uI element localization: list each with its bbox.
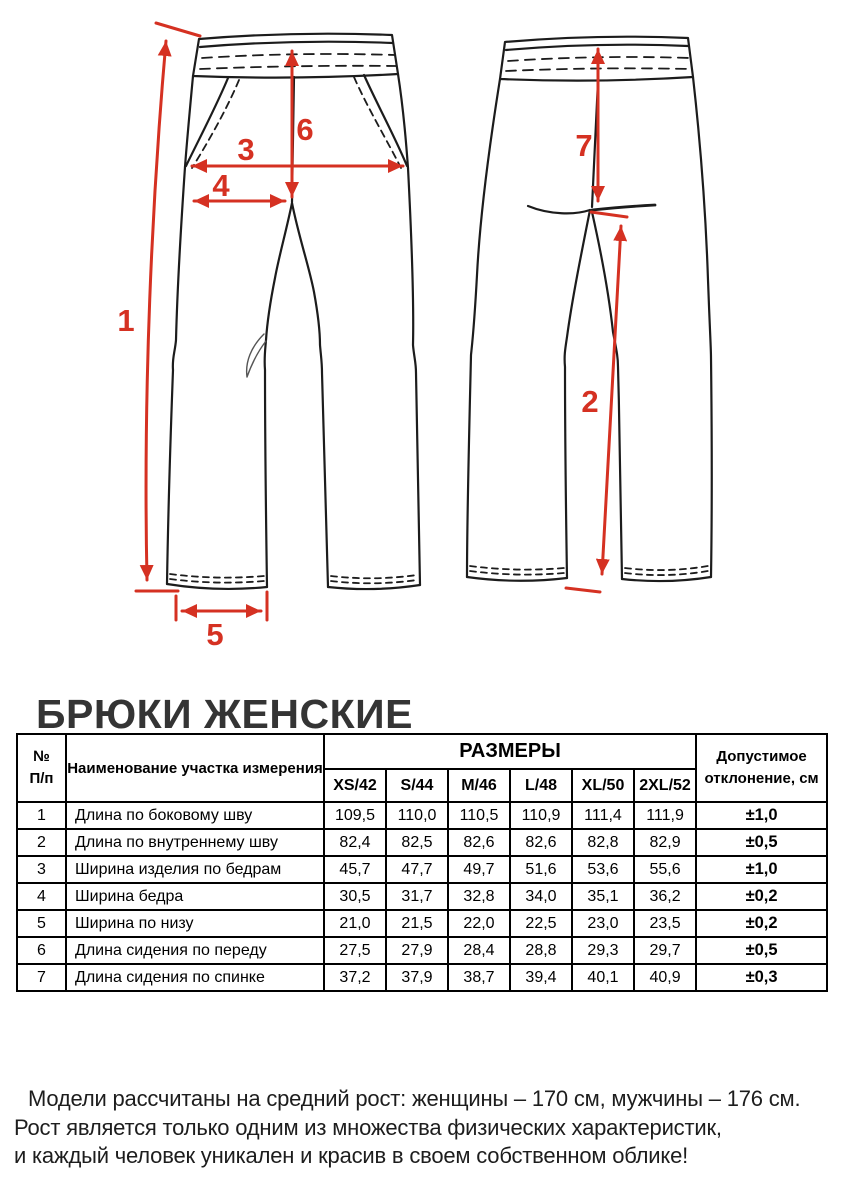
size-value: 82,9	[634, 829, 696, 856]
size-value: 21,5	[386, 910, 448, 937]
column-header-measurement-name: Наименование участка измерения	[66, 734, 324, 802]
measure-label-4: 4	[212, 168, 230, 203]
size-value: 47,7	[386, 856, 448, 883]
table-row	[17, 910, 827, 937]
size-value: 39,4	[510, 964, 572, 991]
size-value: 28,4	[448, 937, 510, 964]
row-number: 6	[17, 937, 66, 964]
table-row	[17, 883, 827, 910]
measurement-name: Длина по боковому шву	[66, 802, 324, 829]
measurement-name: Ширина по низу	[66, 910, 324, 937]
size-value: 53,6	[572, 856, 634, 883]
size-column-xl50: XL/50	[572, 769, 634, 802]
size-column-l48: L/48	[510, 769, 572, 802]
size-value: 38,7	[448, 964, 510, 991]
footer-line-3: и каждый человек уникален и красив в своем собственном облике!	[14, 1143, 689, 1168]
size-table	[16, 733, 828, 992]
size-value: 22,0	[448, 910, 510, 937]
page-title: БРЮКИ ЖЕНСКИЕ	[36, 691, 413, 738]
measurement-name: Ширина бедра	[66, 883, 324, 910]
tolerance-value: ±1,0	[696, 856, 827, 883]
measure-label-3: 3	[237, 132, 255, 167]
measurement-name: Длина по внутреннему шву	[66, 829, 324, 856]
tolerance-value: ±0,2	[696, 910, 827, 937]
size-value: 109,5	[324, 802, 386, 829]
measurement-name: Длина сидения по переду	[66, 937, 324, 964]
size-value: 23,0	[572, 910, 634, 937]
size-value: 110,0	[386, 802, 448, 829]
tolerance-value: ±0,3	[696, 964, 827, 991]
size-value: 40,1	[572, 964, 634, 991]
size-value: 27,5	[324, 937, 386, 964]
size-value: 82,4	[324, 829, 386, 856]
table-row	[17, 964, 827, 991]
measure-label-2: 2	[581, 384, 599, 419]
size-value: 35,1	[572, 883, 634, 910]
row-number: 1	[17, 802, 66, 829]
tolerance-value: ±0,5	[696, 829, 827, 856]
footer-note	[14, 1085, 829, 1171]
measurement-name: Ширина изделия по бедрам	[66, 856, 324, 883]
size-value: 82,8	[572, 829, 634, 856]
size-column-2xl52: 2XL/52	[634, 769, 696, 802]
back-view-drawing	[467, 37, 712, 581]
size-value: 30,5	[324, 883, 386, 910]
table-row	[17, 829, 827, 856]
row-number: 4	[17, 883, 66, 910]
row-number: 7	[17, 964, 66, 991]
measure-label-7: 7	[575, 128, 593, 163]
measure-label-1: 1	[117, 303, 135, 338]
size-value: 82,6	[510, 829, 572, 856]
size-value: 34,0	[510, 883, 572, 910]
table-row	[17, 856, 827, 883]
measure-label-6: 6	[296, 112, 314, 147]
size-column-m46: M/46	[448, 769, 510, 802]
measure-label-5: 5	[206, 617, 224, 652]
size-value: 23,5	[634, 910, 696, 937]
footer-line-1: Модели рассчитаны на средний рост: женщины – 170 см, мужчины – 176 см.	[28, 1086, 801, 1111]
size-value: 40,9	[634, 964, 696, 991]
size-value: 37,9	[386, 964, 448, 991]
size-column-s44: S/44	[386, 769, 448, 802]
table-row	[17, 937, 827, 964]
size-value: 82,5	[386, 829, 448, 856]
tolerance-value: ±0,5	[696, 937, 827, 964]
size-value: 22,5	[510, 910, 572, 937]
tolerance-value: ±0,2	[696, 883, 827, 910]
size-value: 55,6	[634, 856, 696, 883]
measurement-name: Длина сидения по спинке	[66, 964, 324, 991]
row-number: 5	[17, 910, 66, 937]
size-value: 28,8	[510, 937, 572, 964]
footer-line-2: Рост является только одним из множества физических характеристик,	[14, 1114, 722, 1140]
table-row	[17, 802, 827, 829]
row-number: 3	[17, 856, 66, 883]
row-number: 2	[17, 829, 66, 856]
size-value: 37,2	[324, 964, 386, 991]
size-value: 32,8	[448, 883, 510, 910]
column-header-number: № П/п	[17, 734, 66, 802]
front-waistband	[193, 34, 398, 78]
size-value: 51,6	[510, 856, 572, 883]
column-header-sizes: РАЗМЕРЫ	[324, 734, 696, 769]
tolerance-value: ±1,0	[696, 802, 827, 829]
size-value: 21,0	[324, 910, 386, 937]
column-header-tolerance: Допустимое отклонение, см	[696, 734, 827, 802]
size-value: 110,9	[510, 802, 572, 829]
size-value: 29,3	[572, 937, 634, 964]
measure-arrow-5	[176, 592, 267, 620]
size-value: 45,7	[324, 856, 386, 883]
size-value: 36,2	[634, 883, 696, 910]
size-value: 111,9	[634, 802, 696, 829]
size-value: 110,5	[448, 802, 510, 829]
size-column-xs42: XS/42	[324, 769, 386, 802]
size-value: 82,6	[448, 829, 510, 856]
size-value: 27,9	[386, 937, 448, 964]
size-value: 31,7	[386, 883, 448, 910]
size-value: 29,7	[634, 937, 696, 964]
size-value: 111,4	[572, 802, 634, 829]
size-value: 49,7	[448, 856, 510, 883]
